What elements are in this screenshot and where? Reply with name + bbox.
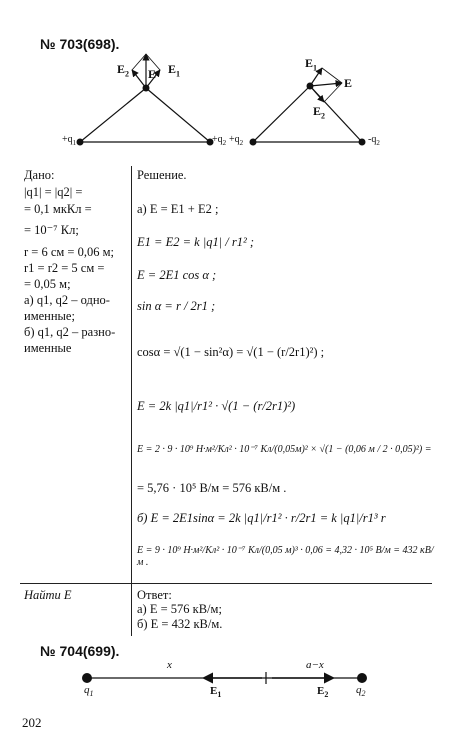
- solution-line: а) E = E1 + E2 ;: [137, 202, 219, 216]
- label-q2: $q_2$: [356, 684, 366, 699]
- label-E1: $E_1$: [210, 685, 222, 700]
- label-q1: $q_1$: [84, 684, 94, 699]
- given-line: именные: [24, 341, 72, 355]
- charge-q2: [357, 673, 367, 683]
- row-divider: [20, 583, 432, 584]
- charge-q-negative: [359, 139, 366, 146]
- label-E-b: E: [344, 76, 353, 90]
- label-E2: $E_2$: [117, 62, 130, 79]
- vector-E: [310, 83, 342, 86]
- triangle-right-side: [146, 88, 210, 142]
- parallelogram-edge: [132, 54, 146, 70]
- charge-q1: [82, 673, 92, 683]
- label-q1: $+q_1$: [62, 134, 77, 147]
- find-label: Найти E: [24, 588, 72, 602]
- label-q2: $+q_2$: [212, 134, 227, 147]
- solution-line: E = 9 · 10⁹ Н·м²/Кл² · 10⁻⁷ Кл/(0,05 м)³ · 0,06 = 4,32 · 10⁵ В/м = 432 кВ/м .: [137, 545, 434, 568]
- given-line: б) q1, q2 – разно-: [24, 325, 116, 339]
- page-number: 202: [22, 715, 42, 730]
- solution-line: E1 = E2 = k |q1| / r1² ;: [137, 235, 255, 249]
- label-neg-q-b: $-q_2$: [368, 134, 380, 147]
- answer-line: б) E = 432 кВ/м.: [137, 617, 223, 631]
- label-a-minus-x: a−x: [306, 659, 324, 671]
- label-q2-b: $+q_2$: [229, 134, 244, 147]
- given-line: = 0,1 мкКл =: [24, 202, 92, 216]
- apex-point: [307, 83, 314, 90]
- label-E2-b: $E_2$: [313, 104, 326, 121]
- column-divider: [131, 166, 132, 636]
- given-line: r = 6 см = 0,06 м;: [24, 245, 114, 259]
- problem-704-number: № 704(699).: [40, 643, 120, 659]
- label-E1: $E_1$: [168, 62, 181, 79]
- solution-line: E = 2k |q1|/r1² · √(1 − (r/2r1)²): [137, 399, 296, 413]
- problem-703-number: № 703(698).: [40, 36, 120, 52]
- solution-line: б) E = 2E1sinα = 2k |q1|/r1² · r/2r1 = k |q1|/r1³ r: [137, 511, 386, 525]
- charge-q2-positive: [250, 139, 257, 146]
- given-line: |q1| = |q2| =: [24, 185, 83, 199]
- given-title: Дано:: [24, 168, 55, 182]
- parallelogram-edge: [324, 83, 342, 102]
- solution-title: Решение.: [137, 168, 187, 182]
- solution-line: cosα = √(1 − sin²α) = √(1 − (r/2r1)²) ;: [137, 345, 325, 359]
- solution-line: = 5,76 · 10⁵ В/м = 576 кВ/м .: [137, 481, 287, 495]
- triangle-left-side: [80, 88, 146, 142]
- solution-line: E = 2 · 9 · 10⁹ Н·м²/Кл² · 10⁻⁷ Кл/(0,05м)² × √(1 − (0,06 м / 2 · 0,05)²) =: [137, 444, 432, 455]
- given-line: = 0,05 м;: [24, 277, 71, 291]
- solution-line: sin α = r / 2r1 ;: [137, 299, 216, 313]
- charge-q1: [77, 139, 84, 146]
- parallelogram-edge: [322, 68, 342, 83]
- label-E2: $E_2$: [317, 685, 329, 700]
- apex-point: [143, 85, 150, 92]
- label-x: x: [167, 659, 172, 671]
- triangle-left-side: [253, 86, 310, 142]
- solution-line: E = 2E1 cos α ;: [137, 268, 217, 282]
- answer-title: Ответ:: [137, 588, 172, 602]
- figure-704: [70, 664, 380, 704]
- given-line: а) q1, q2 – одно-: [24, 293, 110, 307]
- given-line: r1 = r2 = 5 см =: [24, 261, 105, 275]
- given-line: именные;: [24, 309, 75, 323]
- given-line: = 10⁻⁷ Кл;: [24, 223, 79, 237]
- label-E: E: [148, 67, 157, 81]
- answer-line: а) E = 576 кВ/м;: [137, 602, 222, 616]
- label-E1-b: $E_1$: [305, 56, 318, 73]
